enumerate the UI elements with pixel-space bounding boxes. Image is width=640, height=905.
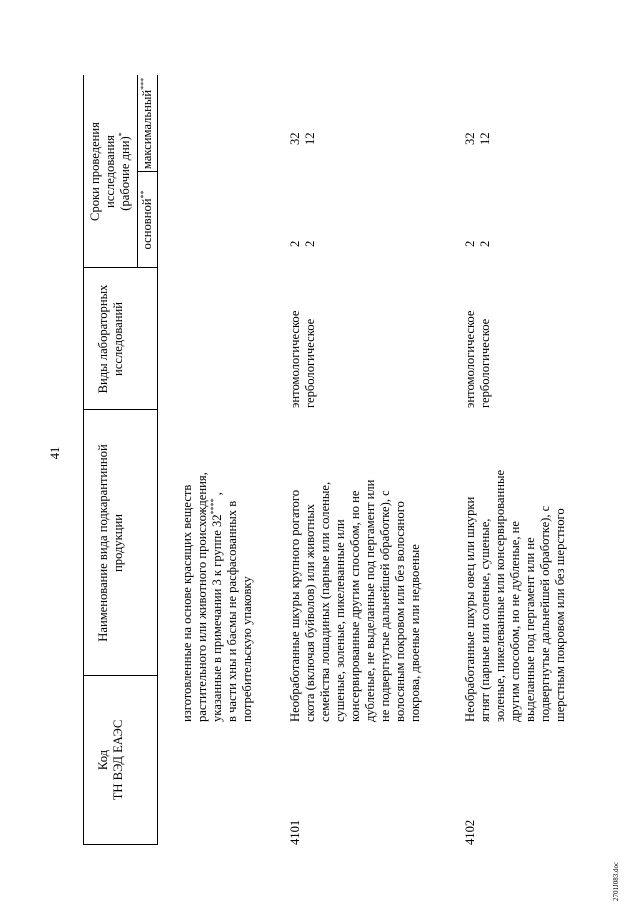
footer-doc-name: 2701J083.doc	[612, 861, 620, 901]
row-4102-max: 32 12	[463, 132, 492, 145]
row-4101-lab: энтомологическое гербологическое	[288, 310, 317, 408]
header-product-name: Наименование вида подкарантинной продукции	[96, 444, 125, 642]
continued-product-text: изготовленные на основе красящих веществ растительного или животного происхождения, указанные в примечании 3 к группе 32**** , в части хны и басмы не расфасованных в потребительскую упаковку	[180, 472, 254, 722]
row-4102-basic: 2 2	[463, 240, 492, 247]
header-max: максимальный***	[138, 77, 154, 170]
row-4101-code: 4101	[288, 819, 302, 845]
row-4102-lab: энтомологическое гербологическое	[463, 310, 492, 408]
header-lab-type: Виды лабораторных исследований	[96, 284, 125, 394]
header-code: Код ТН ВЭД ЕАЭС	[96, 719, 125, 801]
row-4101-basic: 2 2	[288, 240, 317, 247]
row-4101-description: Необработанные шкуры крупного рогатого скота (включая буйволов) или животных семейства лошадиных (парные или соленые, сушеные, золеные, пикелеванные или консервированные другим способом, но не дубленые, не выделанные под пергамент или не подвергнутые дальнейшей обработке), с волосяным покровом или без волосяного покрова, двоеные или недвоеные	[288, 479, 422, 722]
header-terms: Сроки проведения исследования (рабочие дни)*	[88, 122, 132, 221]
row-4102-description: Необработанные шкуры овец или шкурки ягнят (парные или соленые, сушеные, золеные, пикелеванные или консервированные другим способом, но не дубленые, не выделанные под пергамент или не подвергнутые дальнейшей обработке), с шерстным покровом или без шерстного	[463, 469, 567, 722]
header-basic: основной**	[138, 190, 154, 250]
table-top-rule	[83, 75, 84, 845]
row-4102-code: 4102	[463, 819, 477, 845]
page-number: 41	[48, 446, 62, 460]
table-header-rule	[157, 75, 158, 845]
row-4101-max: 32 12	[288, 132, 317, 145]
terms-sub-rule	[137, 75, 138, 268]
